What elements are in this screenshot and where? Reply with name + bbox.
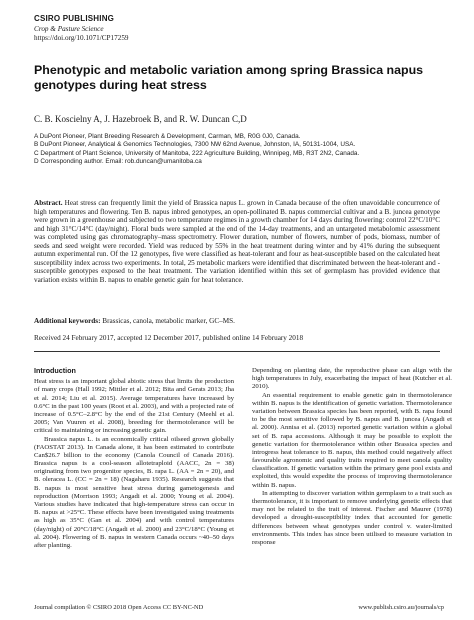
affiliation-a: A DuPont Pioneer, Plant Breeding Research & Development, Carman, MB, R0G 0J0, Canada. xyxy=(34,133,301,140)
keywords xyxy=(34,317,440,326)
paragraph: In attempting to discover variation within germplasm to a trait such as thermotolerance, it is important to remove underlying genetic effects that may not be related to the trait of interest. Fischer and Maurer (1978) developed a drought-susceptibility index that accounted for genetic differences between wheat genotypes under control v. water-limited environments. This index has since been utilised to measure variation in response xyxy=(252,489,452,546)
author-list: C. B. Koscielny A, J. Hazebroek B, and R. W. Duncan C,D xyxy=(34,114,247,124)
paragraph: Heat stress is an important global abiotic stress that limits the production of many crops (Hall 1992; Mittler et al. 2012; Bita and Gerats 2013; Jha et al. 2014; Liu et al. 2015). Average temperatures have increased by 0.6°C in the past 100 years (Root et al. 2003), and with a projected rate of increase of 0.5°C–2.8°C by the end of the 21st Century (Meehl et al. 2005; Van Vuuren et al. 2008), breeding for thermotolerance will be critical to maintaining or increasing genetic gain. xyxy=(34,378,234,435)
keywords-label: Additional keywords: xyxy=(34,317,101,325)
affiliation-b: B DuPont Pioneer, Analytical & Genomics Technologies, 7300 NW 62nd Avenue, Johnston, IA, 50131-1004, USA. xyxy=(34,141,356,149)
section-divider xyxy=(34,351,440,352)
section-heading-introduction: Introduction xyxy=(34,366,76,375)
abstract xyxy=(34,199,440,284)
keywords-text: Brassicas, canola, metabolic marker, GC–MS. xyxy=(102,317,235,325)
journal-name: Crop & Pasture Science xyxy=(34,25,104,33)
paper-title: Phenotypic and metabolic variation among spring Brassica napus genotypes during heat stress xyxy=(34,63,424,92)
journal-header xyxy=(34,14,454,42)
publisher-name: CSIRO PUBLISHING xyxy=(34,14,115,23)
left-column xyxy=(34,367,234,550)
paragraph: An essential requirement to enable genetic gain in thermotolerance within B. napus is the identification of genetic variation. Thermotolerance variation between Brassica species has been reported, with B. rapa found to be the most sensitive followed by B. napus and B. juncea (Angadi et al. 2000). Annisa et al. (2013) reported genetic variation within a global set of B. rapa accessions. Although it may be possible to exploit the genetic variation for thermotolerance within other Brassica species and introgress heat tolerance to B. napus, this method could negatively affect favourable agronomic and quality traits required to meet canola quality classification. If genetic variation within the primary gene pool exists and exploited, this would expedite the process of improving thermotolerance within B. napus. xyxy=(252,391,452,489)
footer-url[interactable]: www.publish.csiro.au/journals/cp xyxy=(358,604,444,611)
doi-link[interactable]: https://doi.org/10.1071/CP17259 xyxy=(34,34,129,42)
corresponding-author[interactable]: D Corresponding author. Email: rob.duncan@umanitoba.ca xyxy=(34,158,202,166)
received-dates: Received 24 February 2017, accepted 12 December 2017, published online 14 February 2018 xyxy=(34,334,304,342)
paragraph: Brassica napus L. is an economically critical oilseed grown globally (FAOSTAT 2013). In Canada alone, it has been estimated to contribute Can$26.7 billion to the economy (Canola Council of Canada 2016). Brassica napus is a cool-season allotetraploid (AACC, 2n = 38) originating from two progenitor species, B. rapa L. (AA = 2n = 20), and B. oleracea L. (CC = 2n = 18) (Nagaharu 1935). Research suggests that B. napus is most sensitive heat stress during gametogenesis and reproduction (Morrison 1993; Angadi et al. 2000; Young et al. 2004). Various studies have indicated that high-temperature stress can occur in B. napus at >25°C. These effects have been investigated using treatments as high as 35°C (Gan et al. 2004) and with control temperatures (day/night) of 20°C/18°C (Angadi et al. 2000) and 23°C/18°C (Young et al. 2004). Flowering of B. napus in western Canada occurs ~40–50 days after planting. xyxy=(34,435,234,549)
paragraph: Depending on planting date, the reproductive phase can align with the high temperatures in July, exacerbating the impact of heat (Kutcher et al. 2010). xyxy=(252,367,452,391)
abstract-label: Abstract. xyxy=(34,199,63,207)
right-column xyxy=(252,367,452,547)
abstract-text: Heat stress can frequently limit the yield of Brassica napus L. grown in Canada because of the often unavoidable concurrence of high temperatures and flowering. Ten B. napus inbred genotypes, an open-pollinated B. napus commercial cultivar and a B. juncea genotype were grown in a greenhouse and subjected to two temperature regimes in a growth chamber for 14 days during flowering: control 22°C/10°C and high 31°C/14°C (day/night). Floral buds were sampled at the end of the 14-day treatments, and an untargeted metabolomic assessment was completed using gas chromatography–mass spectrometry. Flower duration, number of flowers, number of pods, biomass, number of seeds and seed weight were recorded. Yield was reduced by 55% in the heat treatment during winter and by 41% during the subsequent autumn experimental run. Of the 12 genotypes, five were classified as heat-tolerant and four as heat-susceptible based on the calculated heat susceptibility index across two experiments. In total, 25 metabolic markers were identified that discriminated between the heat-tolerant and -susceptible genotypes exposed to the heat treatment. The variation identified within this set of germplasm has provided evidence that variation exists within B. napus to enable genetic gain for heat tolerance. xyxy=(34,199,441,284)
affiliation-c: C Department of Plant Science, University of Manitoba, 222 Agriculture Building, Winnipeg, MB, R3T 2N2, Canada. xyxy=(34,149,360,157)
footer-copyright: Journal compilation © CSIRO 2018 Open Access CC BY-NC-ND xyxy=(34,604,204,611)
affiliations xyxy=(34,133,454,167)
